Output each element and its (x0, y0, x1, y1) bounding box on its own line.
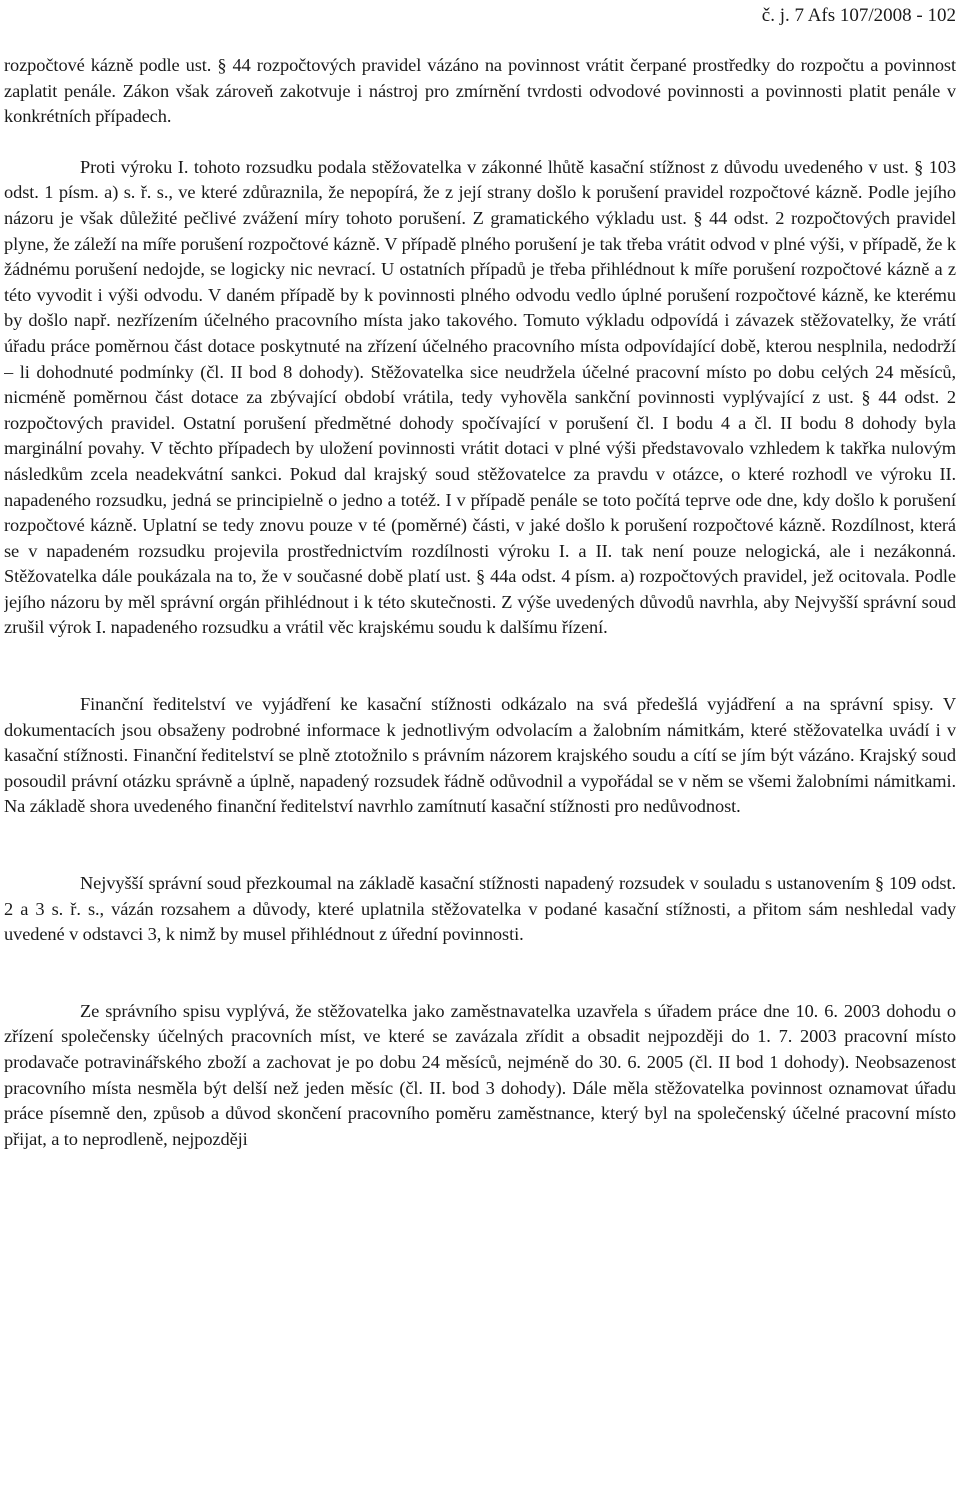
paragraph-continuation: rozpočtové kázně podle ust. § 44 rozpočtových pravidel vázáno na povinnost vrátit čerpané prostředky do rozpočtu a povinnost zaplatit penále. Zákon však zároveň zakotvuje i nástroj pro zmírnění tvrdosti odvodové povinnosti a povinnosti platit penále v konkrétních případech. (4, 55, 956, 127)
paragraph-court-review: Nejvyšší správní soud přezkoumal na základě kasační stížnosti napadený rozsudek v souladu s ustanovením § 109 odst. 2 a 3 s. ř. s., vázán rozsahem a důvody, které uplatnila stěžovatelka v podané kasační stížnosti, a přitom sám neshledal vady uvedené v odstavci 3, k nimž by musel přihlédnout z úřední povinnosti. (4, 873, 956, 945)
paragraph-financial-directorate-response: Finanční ředitelství ve vyjádření ke kasační stížnosti odkázalo na svá předešlá vyjádření a na správní spisy. V dokumentacích jsou obsaženy podrobné informace k jednotlivým odvolacím a žalobním námitkám, které stěžovatelka uvádí i v kasační stížnosti. Finanční ředitelství se plně ztotožnilo s právním názorem krajského soudu a cítí se jím být vázáno. Krajský soud posoudil právní otázku správně a úplně, napadený rozsudek řádně odůvodnil a vypořádal se v něm se všemi žalobními námitkami. Na základě shora uvedeného finanční ředitelství navrhlo zamítnutí kasační stížnosti pro nedůvodnost. (4, 694, 956, 817)
case-reference-header: č. j. 7 Afs 107/2008 - 102 (761, 5, 956, 26)
document-body (4, 53, 956, 1152)
document-page (4, 0, 956, 1505)
paragraph-cassation-complaint: Proti výroku I. tohoto rozsudku podala stěžovatelka v zákonné lhůtě kasační stížnost z důvodu uvedeného v ust. § 103 odst. 1 písm. a) s. ř. s., ve které zdůraznila, že nepopírá, že z její strany došlo k porušení pravidel rozpočtové kázně. Podle jejího názoru je však důležité pečlivé zvážení míry tohoto porušení. Z gramatického výkladu ust. § 44 odst. 2 rozpočtových pravidel plyne, že záleží na míře porušení rozpočtové kázně. V případě plného porušení je tak třeba vrátit odvod v plné výši, v případě, že k žádnému porušení nedojde, se logicky nic nevrací. U ostatních případů je třeba přihlédnout k míře porušení rozpočtové kázně a z této vyvodit i výši odvodu. V daném případě by k povinnosti plného odvodu vedlo úplné porušení rozpočtové kázně, ke kterému by došlo např. nezřízením účelného pracovního místa jako takového. Tomuto výkladu odpovídá i závazek stěžovatelky, že vrátí úřadu práce poměrnou část dotace poskytnuté na zřízení účelného pracovního místa odpovídající době, kterou nesplnila, nedodrží – li dohodnuté podmínky (čl. II bod 8 dohody). Stěžovatelka sice neudržela účelné pracovní místo po dobu celých 24 měsíců, nicméně poměrnou část dotace za zbývající období vrátila, tedy vyhověla sankční povinnosti vyplývající z ust. § 44 odst. 2 rozpočtových pravidel. Ostatní porušení předmětné dohody spočívající v porušení čl. I bodu 4 a čl. II bodu 8 dohody byla marginální povahy. V těchto případech by uložení povinnosti vrátit dotaci v plné výši představovalo vzhledem k takřka nulovým následkům zcela neadekvátní sankci. Pokud dal krajský soud stěžovatelce za pravdu v otázce, o které rozhodl ve výroku II. napadeného rozsudku, jedná se principielně o jedno a totéž. I v případě penále se toto počítá teprve ode dne, kdy došlo k porušení rozpočtové kázně. Uplatní se tedy znovu pouze v té (poměrné) části, v jaké došlo k porušení rozpočtové kázně. Rozdílnost, která se v napadeném rozsudku projevila prostřednictvím rozdílnosti výroku I. a II. tak není pouze nelogická, ale i nezákonná. Stěžovatelka dále poukázala na to, že v současné době platí ust. § 44a odst. 4 písm. a) rozpočtových pravidel, jež ocitovala. Podle jejího názoru by měl správní orgán přihlédnout i k této skutečnosti. Z výše uvedených důvodů navrhla, aby Nejvyšší správní soud zrušil výrok I. napadeného rozsudku a vrátil věc krajskému soudu k dalšímu řízení. (4, 156, 956, 638)
paragraph-administrative-file: Ze správního spisu vyplývá, že stěžovatelka jako zaměstnavatelka uzavřela s úřadem práce dne 10. 6. 2003 dohodu o zřízení společensky účelných pracovních míst, ve které se zavázala zřídit a obsadit nejpozději do 1. 7. 2003 pracovní místo prodavače potravinářského zboží a zachovat je po dobu 24 měsíců, nejméně do 30. 6. 2005 (čl. II bod 1 dohody). Neobsazenost pracovního místa nesměla být delší než jeden měsíc (čl. II. bod 3 dohody). Dále měla stěžovatelka povinnost oznamovat úřadu práce písemně den, způsob a důvod skončení pracovního poměru zaměstnance, který byl na společenský účelné pracovní místo přijat, a to neprodleně, nejpozději (4, 1000, 956, 1149)
